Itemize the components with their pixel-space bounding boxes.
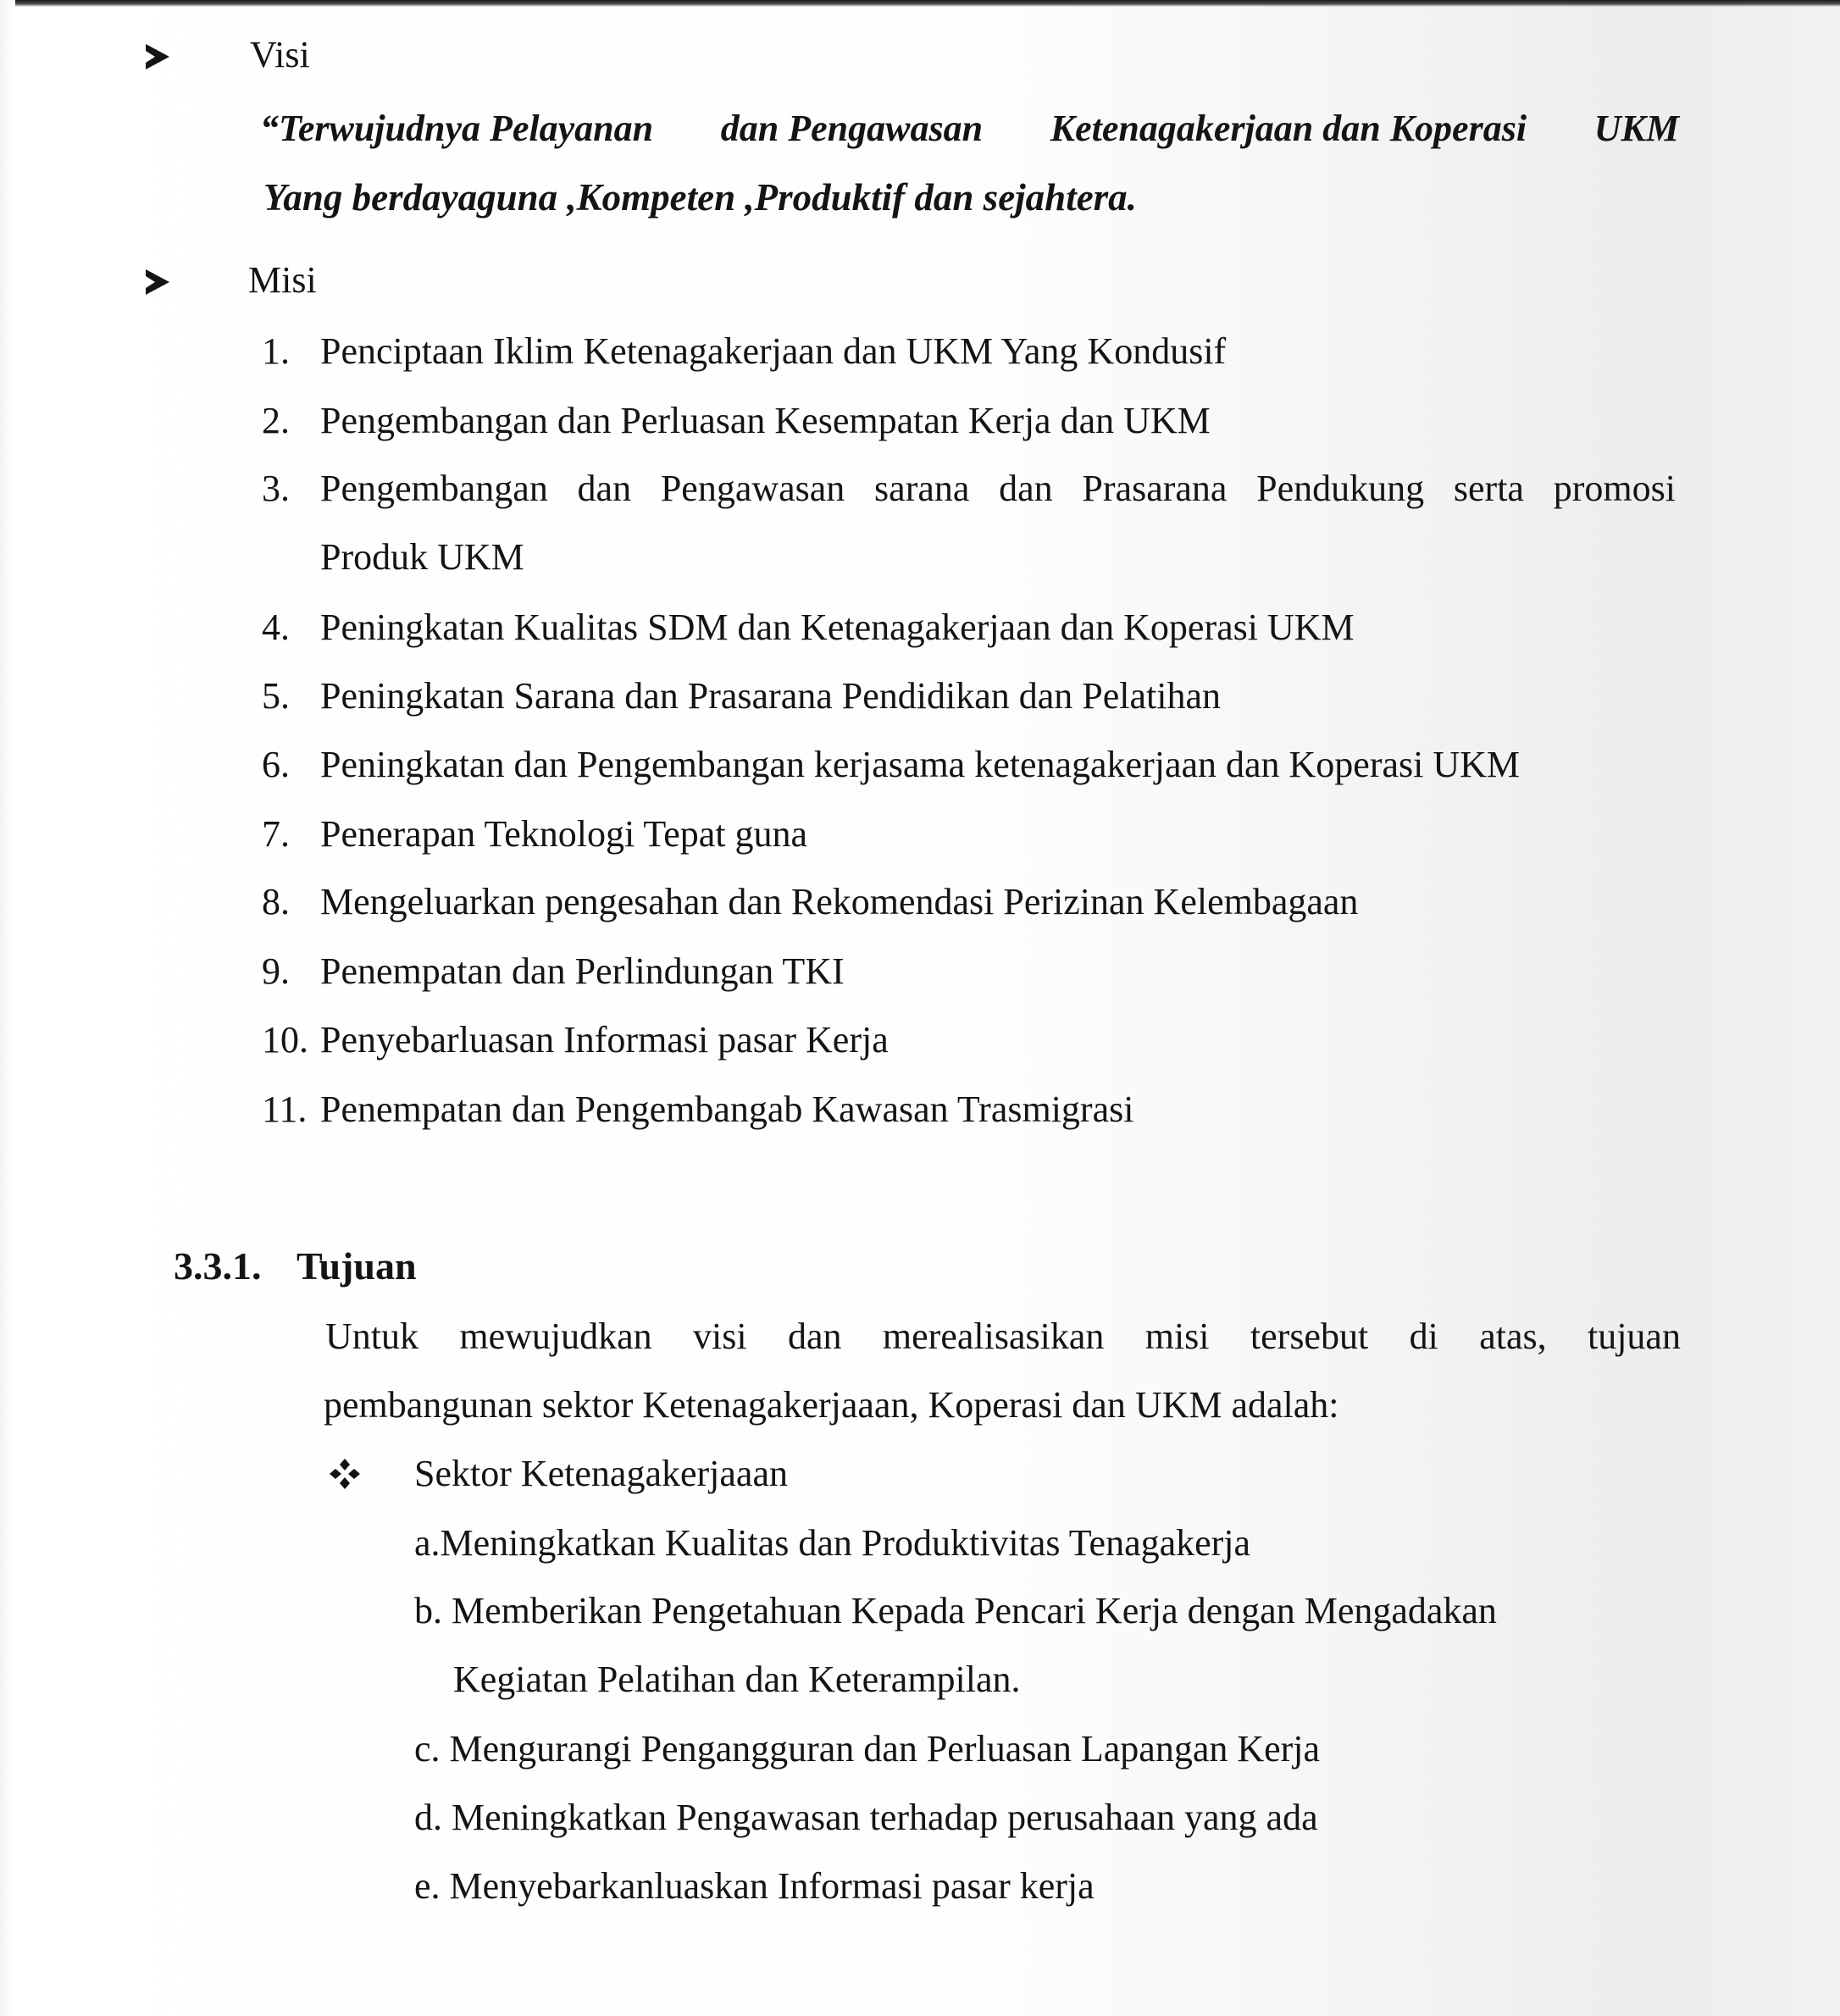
misi-item-number: 6.: [262, 744, 290, 785]
visi-word: “Terwujudnya Pelayanan: [260, 108, 654, 149]
misi-item-text: Penempatan dan Pengembangab Kawasan Trasmigrasi: [320, 1088, 1134, 1130]
misi-item-number: 1.: [262, 330, 290, 372]
tujuan-point: d. Meningkatkan Pengawasan terhadap perusahaan yang ada: [414, 1797, 1318, 1838]
tujuan-word: dan: [788, 1315, 842, 1357]
misi-item-continuation: Produk UKM: [320, 536, 524, 578]
misi-item-number: 8.: [262, 881, 290, 922]
misi-arrow-bullet-icon: [146, 269, 169, 295]
visi-arrow-bullet-icon: [146, 44, 169, 69]
misi-item-number: 4.: [262, 606, 290, 648]
misi-item-number: 9.: [262, 950, 290, 992]
tujuan-word: tersebut: [1250, 1315, 1369, 1357]
misi-item-text: Peningkatan Sarana dan Prasarana Pendidikan dan Pelatihan: [320, 675, 1222, 717]
tujuan-word: misi: [1144, 1315, 1210, 1357]
misi-item-text: [320, 468, 1676, 510]
misi-item-text: Peningkatan Kualitas SDM dan Ketenagakerjaan dan Koperasi UKM: [320, 606, 1355, 648]
tujuan-point: e. Menyebarkanluaskan Informasi pasar kerja: [414, 1865, 1095, 1907]
scan-top-edge: [15, 0, 1840, 7]
misi-word: Pendukung: [1256, 468, 1425, 509]
diamond-bullet-icon: [328, 1457, 362, 1491]
misi-label: Misi: [248, 259, 317, 301]
misi-item-text: Penyebarluasan Informasi pasar Kerja: [320, 1019, 889, 1061]
tujuan-word: tujuan: [1587, 1315, 1681, 1357]
visi-word: dan Pengawasan: [720, 108, 984, 149]
misi-word: dan: [999, 468, 1053, 509]
misi-item-number: 7.: [262, 813, 290, 855]
misi-word: Prasarana: [1082, 468, 1228, 509]
misi-item-number: 3.: [262, 468, 290, 509]
misi-item-text: Mengeluarkan pengesahan dan Rekomendasi Perizinan Kelembagaan: [320, 881, 1359, 922]
misi-word: Pengembangan: [320, 468, 548, 509]
visi-word: UKM: [1593, 108, 1679, 149]
misi-word: Pengawasan: [660, 468, 845, 509]
tujuan-point: b. Memberikan Pengetahuan Kepada Pencari Kerja dengan Mengadakan: [414, 1590, 1497, 1631]
misi-item-number: 5.: [262, 675, 290, 717]
tujuan-word: merealisasikan: [882, 1315, 1105, 1357]
misi-item-text: Penempatan dan Perlindungan TKI: [320, 950, 845, 992]
tujuan-word: atas,: [1479, 1315, 1547, 1357]
visi-label: Visi: [250, 34, 310, 75]
visi-statement-line1: [260, 108, 1679, 150]
misi-item-number: 10.: [262, 1019, 308, 1061]
visi-statement-line2: Yang berdayaguna ,Kompeten ,Produktif dan sejahtera.: [263, 176, 1137, 219]
visi-word: Ketenagakerjaan dan Koperasi: [1050, 108, 1527, 149]
tujuan-word: mewujudkan: [459, 1315, 652, 1357]
misi-item-text: Penciptaan Iklim Ketenagakerjaan dan UKM Yang Kondusif: [320, 330, 1227, 372]
tujuan-point: a.Meningkatkan Kualitas dan Produktivitas Tenagakerja: [414, 1522, 1251, 1564]
tujuan-intro-line2: pembangunan sektor Ketenagakerjaaan, Koperasi dan UKM adalah:: [324, 1384, 1339, 1426]
misi-word: promosi: [1553, 468, 1676, 509]
misi-word: dan: [577, 468, 632, 509]
misi-item-text: Penerapan Teknologi Tepat guna: [320, 813, 808, 855]
section-number: 3.3.1.: [174, 1244, 262, 1288]
sector-label: Sektor Ketenagakerjaaan: [414, 1453, 788, 1494]
tujuan-intro-line1: [325, 1315, 1681, 1358]
misi-word: sarana: [874, 468, 970, 509]
misi-word: serta: [1453, 468, 1524, 509]
tujuan-point: c. Mengurangi Pengangguran dan Perluasan Lapangan Kerja: [414, 1728, 1321, 1770]
misi-item-number: 11.: [262, 1088, 308, 1130]
misi-item-number: 2.: [262, 400, 290, 441]
misi-item-text: Pengembangan dan Perluasan Kesempatan Kerja dan UKM: [320, 400, 1211, 441]
section-title: Tujuan: [297, 1244, 417, 1288]
tujuan-word: visi: [693, 1315, 747, 1357]
misi-item-text: Peningkatan dan Pengembangan kerjasama ketenagakerjaan dan Koperasi UKM: [320, 744, 1521, 785]
tujuan-word: di: [1409, 1315, 1438, 1357]
tujuan-point-continuation: Kegiatan Pelatihan dan Keterampilan.: [453, 1659, 1021, 1700]
scan-left-edge: [0, 0, 12, 2016]
tujuan-word: Untuk: [325, 1315, 418, 1357]
